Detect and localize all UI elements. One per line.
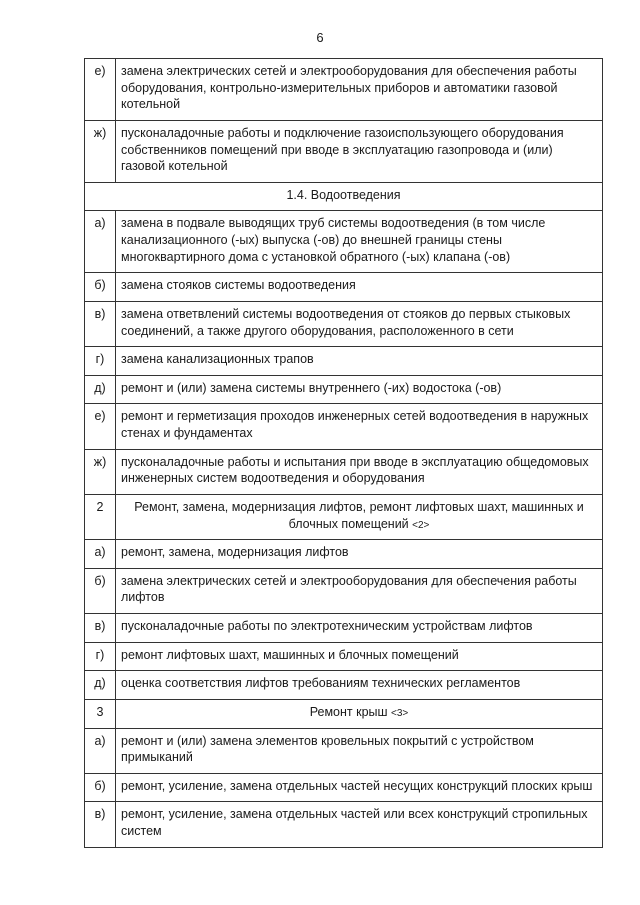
item-marker: а): [85, 211, 116, 273]
section-heading-row: [85, 494, 603, 539]
table-row: [85, 642, 603, 671]
footnote-reference: <3>: [391, 707, 409, 719]
table-row: [85, 802, 603, 847]
table-row: [85, 375, 603, 404]
item-marker: в): [85, 802, 116, 847]
subsection-row: [85, 182, 603, 211]
item-text: ремонт и (или) замена системы внутреннего (-их) водостока (-ов): [116, 375, 603, 404]
item-marker: д): [85, 375, 116, 404]
table-row: [85, 120, 603, 182]
item-marker: а): [85, 540, 116, 569]
item-text: замена стояков системы водоотведения: [116, 273, 603, 302]
table-row: [85, 273, 603, 302]
item-marker: б): [85, 568, 116, 613]
table-row: [85, 568, 603, 613]
item-text: ремонт и герметизация проходов инженерных сетей водоотведения в наружных стенах и фундаментах: [116, 404, 603, 449]
item-text: ремонт лифтовых шахт, машинных и блочных помещений: [116, 642, 603, 671]
table-row: [85, 671, 603, 700]
table-row: [85, 301, 603, 346]
section-number: 2: [85, 494, 116, 539]
item-marker: ж): [85, 120, 116, 182]
item-text: пусконаладочные работы и испытания при вводе в эксплуатацию общедомовых инженерных систем водоотведения и оборудования: [116, 449, 603, 494]
table-row: [85, 211, 603, 273]
section-heading-cell: [116, 494, 603, 539]
item-marker: д): [85, 671, 116, 700]
item-text: замена ответвлений системы водоотведения от стояков до первых стыковых соединений, а также другого оборудования, расположенного в сети: [116, 301, 603, 346]
table-row: [85, 728, 603, 773]
item-marker: е): [85, 404, 116, 449]
item-text: пусконаладочные работы по электротехническим устройствам лифтов: [116, 614, 603, 643]
section-heading-cell: [116, 699, 603, 728]
item-text: замена канализационных трапов: [116, 347, 603, 376]
item-marker: в): [85, 301, 116, 346]
table-row: [85, 773, 603, 802]
section-heading-text: Ремонт крыш: [309, 704, 388, 719]
item-text: оценка соответствия лифтов требованиям технических регламентов: [116, 671, 603, 700]
section-number: 3: [85, 699, 116, 728]
subsection-title: 1.4. Водоотведения: [85, 182, 603, 211]
works-table: [84, 58, 603, 848]
item-text: пусконаладочные работы и подключение газоиспользующего оборудования собственников помещений при вводе в эксплуатацию газопровода и (или) газовой котельной: [116, 120, 603, 182]
item-marker: ж): [85, 449, 116, 494]
section-heading-row: [85, 699, 603, 728]
footnote-reference: <2>: [412, 519, 430, 531]
item-marker: г): [85, 642, 116, 671]
item-marker: г): [85, 347, 116, 376]
item-marker: а): [85, 728, 116, 773]
section-heading-text: Ремонт, замена, модернизация лифтов, ремонт лифтовых шахт, машинных и блочных помещений: [134, 499, 584, 531]
item-marker: б): [85, 773, 116, 802]
item-text: замена электрических сетей и электрооборудования для обеспечения работы оборудования, контрольно-измерительных приборов и автоматики газовой котельной: [116, 59, 603, 121]
table-row: [85, 404, 603, 449]
item-text: ремонт, усиление, замена отдельных частей несущих конструкций плоских крыш: [116, 773, 603, 802]
item-text: ремонт, усиление, замена отдельных частей или всех конструкций стропильных систем: [116, 802, 603, 847]
item-text: ремонт и (или) замена элементов кровельных покрытий с устройством примыканий: [116, 728, 603, 773]
table-row: [85, 540, 603, 569]
item-text: ремонт, замена, модернизация лифтов: [116, 540, 603, 569]
page-number: 6: [316, 30, 324, 45]
item-marker: б): [85, 273, 116, 302]
works-table-body: [85, 59, 603, 848]
table-row: [85, 614, 603, 643]
item-marker: в): [85, 614, 116, 643]
item-text: замена в подвале выводящих труб системы водоотведения (в том числе канализационного (-ых) выпуска (-ов) до внешней границы стены многоквартирного дома с установкой обратного (-ых) клапана (-ов): [116, 211, 603, 273]
table-row: [85, 347, 603, 376]
item-text: замена электрических сетей и электрооборудования для обеспечения работы лифтов: [116, 568, 603, 613]
item-marker: е): [85, 59, 116, 121]
table-row: [85, 449, 603, 494]
table-row: [85, 59, 603, 121]
